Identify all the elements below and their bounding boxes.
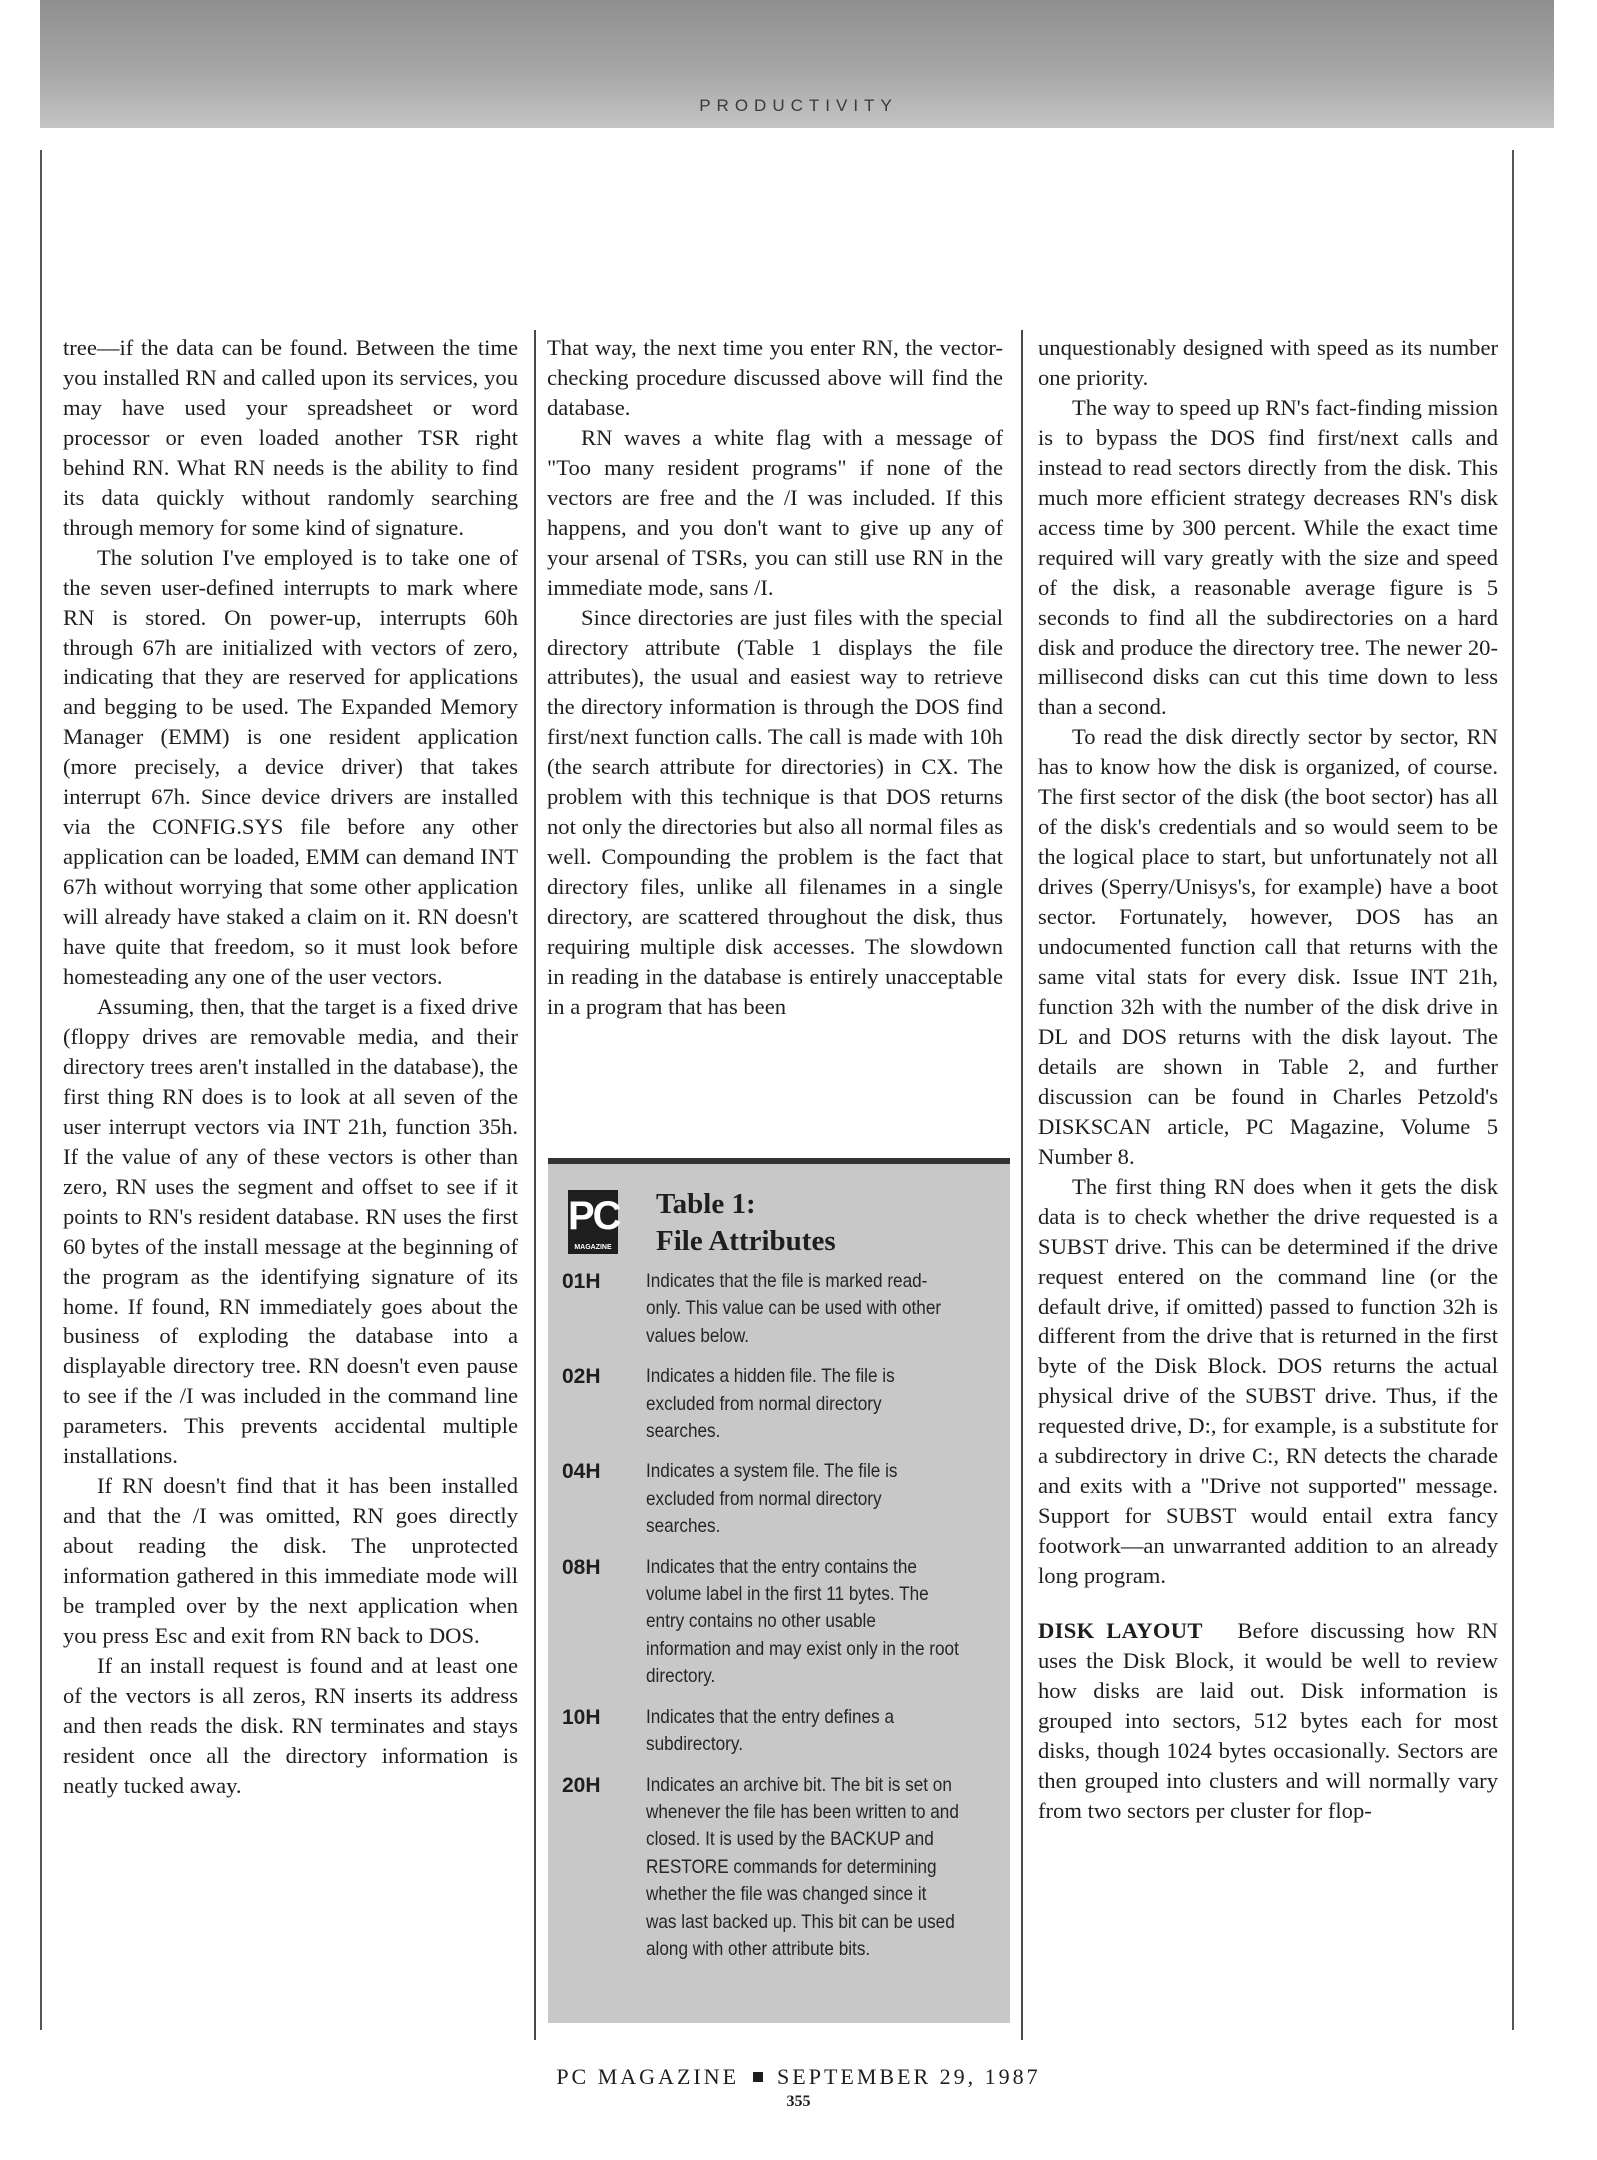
footer-date: SEPTEMBER 29, 1987 — [777, 2064, 1041, 2089]
page-number: 355 — [786, 2093, 811, 2110]
attr-description: Indicates that the entry defines a subdirectory. — [646, 1705, 895, 1756]
paragraph: unquestionably designed with speed as its number one priority. — [1038, 335, 1498, 390]
paragraph: The first thing RN does when it gets the disk data is to check whether the drive requested is a SUBST drive. This can be determined if the drive request entered on the command line (or the default drive, if omitted) passed to function 32h is different from the drive that is returned in the first byte of the Disk Block. DOS returns the actual physical drive of the SUBST drive. Thus, if the requested drive, D:, for example, is a substitute for a subdirectory in drive C:, RN detects the charade and exits with a "Drive not supported" message. Support for SUBST would entail extra fancy footwork—an unwarranted addition to an already long program. — [1038, 1173, 1498, 1589]
frame-right-rule — [1512, 150, 1514, 2030]
paragraph: Since directories are just files with the special directory attribute (Table 1 displays the file attributes), the usual and easiest way to retrieve the directory information is through the DOS find first/next function calls. The call is made with 10h (the search attribute for directories) in CX. The problem with this technique is that DOS returns not only the directories but also all normal files as well. Compounding the problem is the fact that directory files, unlike all filenames in a single directory, are scattered throughout the disk, thus requiring multiple disk accesses. The slowdown in reading in the database is entirely unacceptable in a program that has been — [547, 604, 1003, 1019]
paragraph: If an install request is found and at least one of the vectors is all zeros, RN inserts its address and then reads the disk. RN terminates and stays resident once all the directory information is neatly tucked away. — [63, 1652, 518, 1798]
table-row — [562, 1554, 1002, 1691]
article-column-2 — [547, 333, 1003, 1022]
pc-logo-subtext: MAGAZINE — [574, 1244, 612, 1251]
pc-magazine-logo — [568, 1190, 618, 1254]
page-footer — [0, 2064, 1597, 2090]
attr-description: Indicates an archive bit. The bit is set on whenever the file has been written to and closed. It is used by the BACKUP and RESTORE commands for determining whether the file was changed since it was last backed up. This bit can be used along with other attribute bits. — [646, 1773, 959, 1960]
disk-layout-paragraph — [1038, 1616, 1498, 1826]
disk-layout-text: Before discussing how RN uses the Disk Block, it would be well to review how disks are laid out. Disk information is grouped into sectors, 512 bytes each for most disks, though 1024 bytes occasionally. Sectors are then grouped into clusters and will normally vary from two sectors per cluster for flop- — [1038, 1618, 1498, 1823]
paragraph: RN waves a white flag with a message of "Too many resident programs" if none of the vectors are free and the /I was included. If this happens, and you don't want to give up any of your arsenal of TSRs, you can still use RN in the immediate mode, sans /I. — [547, 424, 1003, 600]
footer-magazine: PC MAGAZINE — [556, 2064, 740, 2089]
paragraph: The solution I've employed is to take one of the seven user-defined interrupts to mark where RN is stored. On power-up, interrupts 60h through 67h are initialized with vectors of zero, indicating that they are reserved for applications and begging to be used. The Expanded Memory Manager (EMM) is one resident application (more precisely, a device driver) that takes interrupt 67h. Since device drivers are installed via the CONFIG.SYS file before any other application can be loaded, EMM can demand INT 67h without worrying that some other application will already have staked a claim on it. RN doesn't have quite that freedom, so it must look before homesteading any one of the user vectors. — [63, 544, 518, 990]
table-row — [562, 1363, 1002, 1445]
subhead-disk-layout: DISK LAYOUT — [1038, 1618, 1203, 1644]
attr-description: Indicates a system file. The file is excluded from normal directory searches. — [646, 1460, 898, 1538]
table-title — [656, 1186, 836, 1260]
attr-code: 08H — [562, 1555, 601, 1579]
paragraph: tree—if the data can be found. Between the time you installed RN and called upon its services, you may have used your spreadsheet or word processor or even loaded another TSR right behind RN. What RN needs is the ability to find its data quickly without randomly searching through memory for some kind of signature. — [63, 335, 518, 540]
table-row — [562, 1268, 1002, 1350]
attr-code: 04H — [562, 1460, 601, 1484]
table-1-file-attributes — [548, 1158, 1010, 2023]
table-row — [562, 1458, 1002, 1540]
attr-code: 20H — [562, 1773, 601, 1797]
column-rule-2 — [1021, 330, 1023, 2040]
frame-left-rule — [40, 150, 42, 2030]
attribute-rows — [562, 1268, 1002, 1976]
article-column-3 — [1038, 333, 1498, 1826]
article-column-1 — [63, 333, 518, 1801]
table-row — [562, 1704, 1002, 1759]
paragraph: To read the disk directly sector by sector, RN has to know how the disk is organized, of course. The first sector of the disk (the boot sector) has all of the disk's credentials and so would seem to be the logical place to start, but unfortunately not all drives (Sperry/Unisys's, for example) have a boot sector. Fortunately, however, DOS has an undocumented function call that returns with the same vital stats for every disk. Issue INT 21h, function 32h with the number of the disk drive in DL and DOS returns with the disk layout. The details are shown in Table 2, and further discussion can be found in Charles Petzold's DISKSCAN article, PC Magazine, Volume 5 Number 8. — [1038, 724, 1498, 1169]
table-row — [562, 1772, 1002, 1964]
paragraph: The way to speed up RN's fact-finding mission is to bypass the DOS find first/next calls and instead to read sectors directly from the disk. This much more efficient strategy decreases RN's disk access time by 300 percent. While the exact time required will vary greatly with the size and speed of the disk, a reasonable average figure is 5 seconds to find all the subdirectories on a hard disk and produce the directory tree. The newer 20-millisecond disks can cut this time down to less than a second. — [1038, 394, 1498, 720]
paragraph: Assuming, then, that the target is a fixed drive (floppy drives are removable media, and their directory trees aren't installed in the database), the first thing RN does is to look at all seven of the user interrupt vectors via INT 21h, function 35h. If the value of any of these vectors is other than zero, RN uses the segment and offset to see if it points to RN's resident database. RN uses the first 60 bytes of the install message at the beginning of the program as the identifying signature of its home. If found, RN immediately goes about the business of exploding the database into a displayable directory tree. RN doesn't even pause to see if the /I was included in the command line parameters. This prevents accidental multiple installations. — [63, 993, 518, 1469]
table-title-line1: Table 1: — [656, 1188, 756, 1220]
attr-description: Indicates that the file is marked read-only. This value can be used with other values below. — [646, 1270, 942, 1347]
attr-description: Indicates a hidden file. The file is excluded from normal directory searches. — [646, 1365, 895, 1443]
section-label: PRODUCTIVITY — [699, 96, 898, 115]
attr-code: 10H — [562, 1705, 601, 1729]
paragraph: That way, the next time you enter RN, the vector-checking procedure discussed above will find the database. — [547, 335, 1003, 420]
attr-code: 02H — [562, 1365, 601, 1389]
attr-description: Indicates that the entry contains the volume label in the first 11 bytes. The entry contains no other usable information and may exist only in the root directory. — [646, 1555, 959, 1688]
column-rule-1 — [534, 330, 536, 2040]
footer-separator-square — [753, 2072, 763, 2082]
attr-code: 01H — [562, 1270, 601, 1293]
pc-logo-text: PC — [568, 1194, 620, 1238]
table-title-line2: File Attributes — [656, 1225, 836, 1257]
paragraph: If RN doesn't find that it has been installed and that the /I was omitted, RN goes directly about reading the disk. The unprotected information gathered in this immediate mode will be trampled over by the next application when you press Esc and exit from RN back to DOS. — [63, 1473, 518, 1648]
